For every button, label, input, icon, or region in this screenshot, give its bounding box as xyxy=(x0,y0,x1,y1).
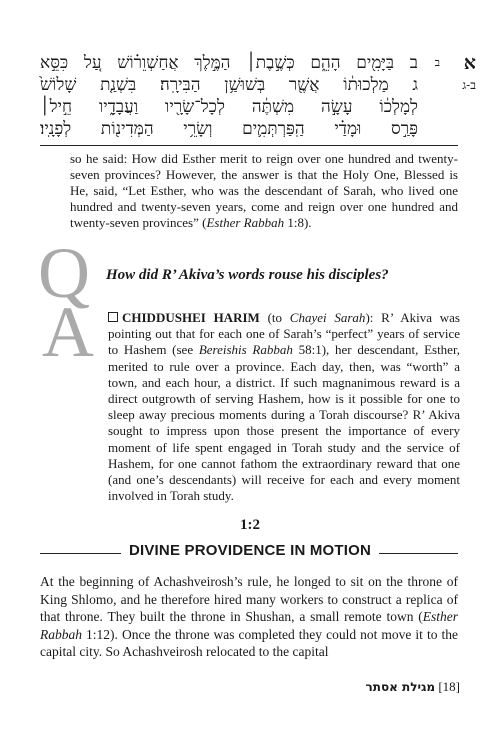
hebrew-verse-text xyxy=(40,52,418,140)
answer-text: ): R’ Akiva was pointing out that for each one of Sarah’s “perfect” years of service to Hashem (see xyxy=(108,310,460,358)
question-heading: How did R’ Akiva’s words rouse his disciples? xyxy=(106,267,389,283)
answer-text: (to xyxy=(259,310,290,325)
commentary-paragraph xyxy=(70,151,458,231)
answer-citation: Bereishis Rabbah xyxy=(198,342,293,358)
answer-paragraph xyxy=(108,310,460,504)
body-citation: Esther Rabbah xyxy=(40,609,458,642)
hebrew-line: ב בַּיָּמִ֖ים הָהֵ֑ם כְּשֶׁ֣בֶת׀ הַמֶּ֣לֶךְ אֲחַשְׁוֵר֗וֹשׁ עַ֚ל כִּסֵּ֣א xyxy=(40,53,418,73)
page-footer xyxy=(366,679,460,695)
verse-range: ב-ג xyxy=(462,78,476,92)
question-drop-letter: Q xyxy=(38,233,90,313)
verse-reference: 1:2 xyxy=(240,517,260,533)
commentary-source: Esther Rabbah xyxy=(206,215,285,230)
answer-text: 58:1), her descendant, Esther, merited to rule over a province. Each day, then, was “worth” a town, and each hour, a district. If such magnanimous reward is a direct outgrowth of serving Hashem, how is it possible for one to sleep away precious moments during a Torah discourse? R’ Akiva sought to impress upon those present the importance of every moment of life spent engaged in Torah study and the service of Hashem, for one cannot fathom the extraordinary reward that one (and one’s descendants) will receive for each and every moment involved in Torah study. xyxy=(108,342,461,504)
book-title: מגילת אסתר xyxy=(365,680,436,694)
commentary-text-end: 1:8). xyxy=(284,215,312,230)
divider-rule xyxy=(40,145,458,146)
hebrew-line: פָּרַ֣ס וּמָדַ֗י הַֽפַּרְתְּמִ֛ים וְשָׂרֵ֥י הַמְּדִינ֖וֹת לְפָנָֽיו׃ xyxy=(40,119,418,139)
answer-drop-letter: A xyxy=(42,292,94,372)
page-number: [18] xyxy=(438,679,460,694)
commentary-text: so he said: How did Esther merit to reign over one hundred and twenty-seven provinces? However, the answer is that the Holy One, Blessed is He, said, “Let Esther, who was the descendant of Sarah, who lived one hundred and twenty-seven years, come and reign over one hundred and twenty-seven provinces” ( xyxy=(70,151,458,230)
answer-citation: Chayei Sarah xyxy=(289,310,366,325)
body-text: At the beginning of Achashveirosh’s rule, he longed to sit on the throne of King Shlomo, and he therefore hired many workers to construct a replica of that throne. They built the throne in Shushan, a small remote town ( xyxy=(40,574,458,624)
checkbox-square-icon xyxy=(108,312,118,322)
body-text-end: 1:12). Once the throne was completed they could not move it to the capital city. So Achashveirosh relocated to the capital xyxy=(40,626,458,659)
body-paragraph xyxy=(40,573,458,661)
hebrew-line: לְמָלְכ֔וֹ עָשָׂ֣ה מִשְׁתֶּ֔ה לְכָל־שָׂרָ֖יו וַעֲבָדָ֑יו חֵ֣יל׀ xyxy=(40,97,418,117)
chapter-letter: א xyxy=(463,52,476,74)
section-heading xyxy=(0,542,500,560)
answer-source: CHIDDUSHEI HARIM xyxy=(122,310,260,325)
section-title-text: DIVINE PROVIDENCE IN MOTION xyxy=(121,542,379,559)
verse-number: ב xyxy=(434,56,440,69)
hebrew-line: ג מַלְכוּת֔וֹ אֲשֶׁ֖ר בְּשׁוּשַׁ֥ן הַבִּירָֽה׃ בִּשְׁנַ֤ת שָׁלוֹשׁ֙ xyxy=(40,75,418,95)
